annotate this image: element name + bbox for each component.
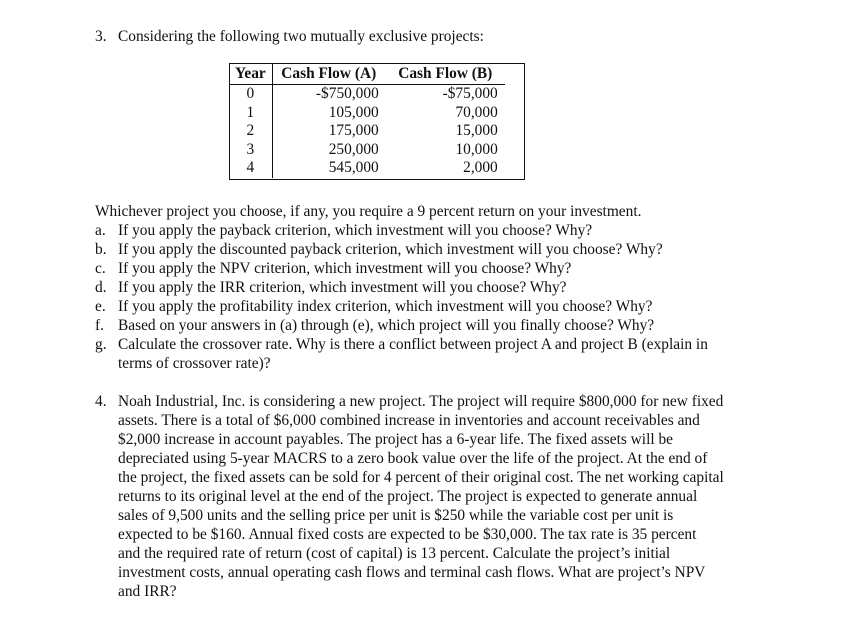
item-g-label: g. — [95, 336, 107, 353]
item-c-label: c. — [95, 260, 106, 277]
header-cash-flow-b: Cash Flow (B) — [387, 63, 505, 85]
question-4-line: investment costs, annual operating cash flows and terminal cash flows. What are project’s NPV — [118, 564, 706, 581]
cash-flow-table — [229, 63, 505, 178]
item-b-label: b. — [95, 241, 107, 258]
table-header-row — [229, 63, 505, 85]
cash-flow-b-cell: 10,000 — [455, 140, 498, 158]
table-row — [229, 122, 505, 141]
item-f-label: f. — [95, 317, 104, 334]
question-3-number: 3. — [95, 28, 107, 45]
item-b-text: If you apply the discounted payback criterion, which investment will you choose? Why? — [118, 241, 663, 258]
item-g-text-continued: terms of crossover rate)? — [118, 355, 271, 372]
item-c-text: If you apply the NPV criterion, which investment will you choose? Why? — [118, 260, 572, 277]
item-g-text: Calculate the crossover rate. Why is there a conflict between project A and project B (explain in — [118, 336, 708, 353]
question-4-line: sales of 9,500 units and the selling price per unit is $250 while the variable cost per unit is — [118, 507, 674, 524]
year-cell: 0 — [229, 85, 272, 104]
question-3-title: Considering the following two mutually exclusive projects: — [118, 28, 484, 45]
table-row — [229, 141, 505, 160]
item-a-label: a. — [95, 222, 106, 239]
question-4-line: the project, the fixed assets can be sold for 4 percent of their original cost. The net working capital — [118, 469, 724, 486]
item-e-label: e. — [95, 298, 106, 315]
cash-flow-b-cell: -$75,000 — [442, 85, 498, 102]
cash-flow-a-cell: 545,000 — [328, 159, 379, 177]
question-4-number: 4. — [95, 393, 107, 410]
item-d-text: If you apply the IRR criterion, which investment will you choose? Why? — [118, 279, 567, 296]
question-4-line: and the required rate of return (cost of capital) is 13 percent. Calculate the project’s initial — [118, 545, 671, 562]
question-4-line: $2,000 increase in account payables. The project has a 6-year life. The fixed assets will be — [118, 431, 674, 448]
item-e-text: If you apply the profitability index criterion, which investment will you choose? Why? — [118, 298, 653, 315]
item-f-text: Based on your answers in (a) through (e), which project will you finally choose? Why? — [118, 317, 655, 334]
year-cell: 4 — [229, 159, 272, 178]
item-a-text: If you apply the payback criterion, which investment will you choose? Why? — [118, 222, 593, 239]
header-year: Year — [229, 63, 272, 85]
table-row — [229, 85, 505, 104]
cash-flow-a-cell: 175,000 — [328, 122, 379, 140]
header-cash-flow-a: Cash Flow (A) — [272, 63, 387, 85]
table-row — [229, 159, 505, 178]
question-4-line: Noah Industrial, Inc. is considering a new project. The project will require $800,000 for new fixed — [118, 393, 724, 410]
item-d-label: d. — [95, 279, 107, 296]
table-row — [229, 104, 505, 123]
question-4-line: depreciated using 5-year MACRS to a zero book value over the life of the project. At the end of — [118, 450, 708, 467]
question-4-line: expected to be $160. Annual fixed costs are expected to be $30,000. The tax rate is 35 percent — [118, 526, 697, 543]
cash-flow-b-cell: 15,000 — [455, 122, 498, 140]
year-cell: 3 — [229, 141, 272, 160]
question-4-line: and IRR? — [118, 583, 177, 600]
question-3-intro: Whichever project you choose, if any, you require a 9 percent return on your investment. — [95, 203, 642, 220]
cash-flow-b-cell: 2,000 — [463, 159, 498, 177]
cash-flow-b-cell: 70,000 — [455, 103, 498, 121]
question-4-line: assets. There is a total of $6,000 combined increase in inventories and account receivables and — [118, 412, 700, 429]
year-cell: 1 — [229, 104, 272, 123]
cash-flow-a-cell: -$750,000 — [315, 85, 379, 102]
year-cell: 2 — [229, 122, 272, 141]
question-4-line: returns to its original level at the end of the project. The project is expected to generate annual — [118, 488, 698, 505]
cash-flow-a-cell: 250,000 — [328, 140, 379, 158]
cash-flow-a-cell: 105,000 — [328, 103, 379, 121]
